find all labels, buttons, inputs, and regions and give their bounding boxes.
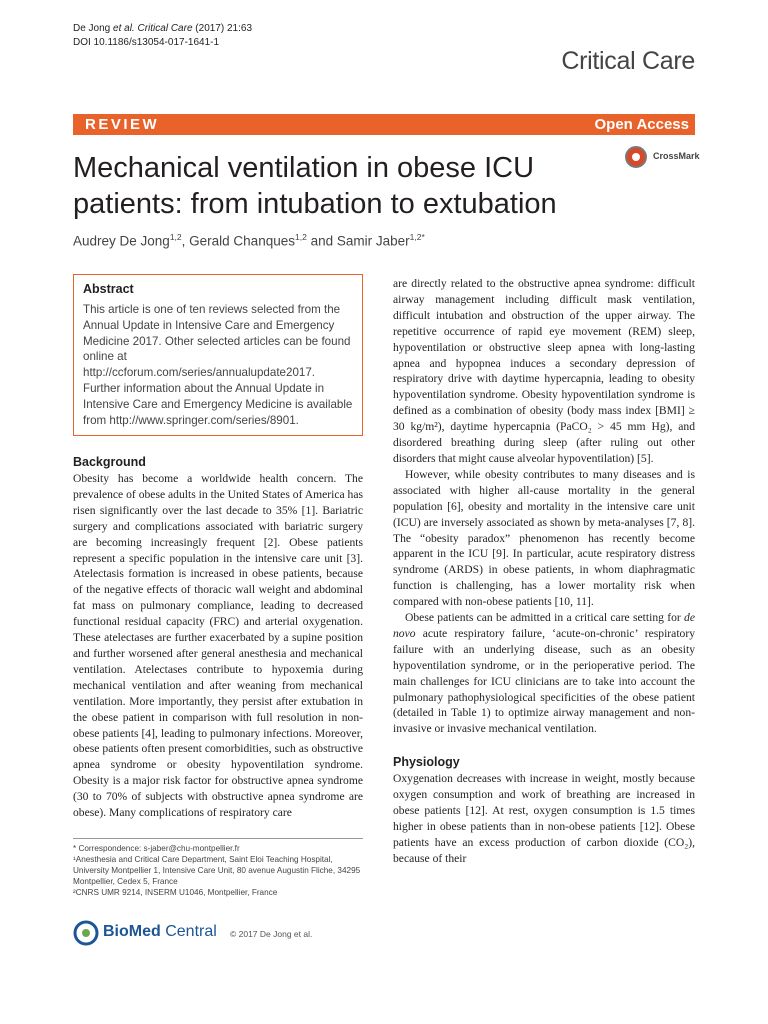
open-access-label: Open Access <box>594 116 689 133</box>
citation-header <box>73 22 252 49</box>
background-paragraph: Obesity has become a worldwide health concern. The prevalence of obese adults in the United States of America has risen significantly over the last decade to 35% [1]. Bariatric surgery and complications associated with bariatric surgery are becoming increasingly frequent [2]. Obese patients represent a specific population in the intensive care unit [3]. Atelectasis formation is increased in obese patients, because of the negative effects of thoracic wall weight and abdominal fat mass on pulmonary compliance, leading to decreased functional residual capacity (FRC) and arterial oxygenation. These atelectases are further exacerbated by a supine position and further worsened after general anesthesia and mechanical ventilation. Atelectases contribute to hypoxemia during mechanical ventilation and after weaning from mechanical ventilation. More importantly, they persist after extubation in the obese patient in comparison with full resolution in non-obese patients [4], leading to pulmonary infections. Moreover, obese patients often present comorbidities, such as obstructive apnea syndrome or obesity hypoventilation syndrome. Obesity is a major risk factor for obstructive apnea syndrome (30 to 70% of subjects with obstructive apnea syndrome are obese). Many complications of respiratory care <box>73 472 363 820</box>
copyright: © 2017 De Jong et al. <box>230 929 313 939</box>
author-affiliation: 1,2 <box>294 232 307 242</box>
physiology-paragraph: Oxygenation decreases with increase in weight, mostly because oxygen consumption and work of breathing are increased in obese patients [12]. At rest, oxygen consumption is 1.5 times higher in obese patients than in non-obese patients [12]. Obese patients have an excess production of carbon dioxide (CO₂), because of their <box>393 772 695 865</box>
title-line-1: Mechanical ventilation in obese ICU <box>73 152 535 184</box>
physiology-heading: Physiology <box>393 755 460 770</box>
author-affiliation: 1,2 <box>169 232 182 242</box>
left-column <box>73 455 363 821</box>
author-separator: , <box>181 233 190 249</box>
article-type-label: REVIEW <box>85 116 160 133</box>
publisher-footer <box>73 920 373 948</box>
abstract-text: This article is one of ten reviews selected from the Annual Update in Intensive Care and Emergency Medicine 2017. Other selected articles can be found online at http://ccforum.com/series/annualupdate2017. Further information about the Annual Update in Intensive Care and Emergency Medicine is available from http://www.springer.com/series/8901. <box>83 303 353 427</box>
body-paragraph: are directly related to the obstructive apnea syndrome: difficult airway management including difficult mask ventilation, difficult intubation and obstruction of the upper airway. The repetitive occurrence of rapid eye movement (REM) sleep, hypoventilation or obstructive sleep apnea with long-lasting apnea and hypopnea induces a secondary depression of respiratory drive with daytime hypercapnia, leading to obesity hypoventilation syndrome. Obesity hypoventilation syndrome is defined as a combination of obesity (body mass index [BMI] ≥ 30 kg/m²), daytime hypercapnia (PaCO₂ > 45 mm Hg), and disordered breathing during sleep (after ruling out other disorders that might cause alveolar hypoventilation) [5]. <box>393 277 695 465</box>
crossmark-badge[interactable] <box>625 146 705 170</box>
abstract-heading: Abstract <box>83 282 134 296</box>
article-type-band <box>73 114 695 135</box>
affiliation-1: ¹Anesthesia and Critical Care Department, Saint Eloi Teaching Hospital, University Montpellier 1, Intensive Care Unit, 80 avenue Augustin Fliche, 34295 Montpellier, Cedex 5, France <box>73 855 361 886</box>
affiliation-2: ²CNRS UMR 9214, INSERM U1046, Montpellier, France <box>73 888 278 897</box>
author-separator: and <box>306 233 337 249</box>
author-name[interactable]: Audrey De Jong <box>73 233 170 249</box>
right-column <box>393 276 695 867</box>
author-name[interactable]: Gerald Chanques <box>189 233 295 249</box>
author-list <box>73 232 425 249</box>
journal-name: Critical Care <box>561 47 695 75</box>
author-affiliation: 1,2* <box>409 232 425 242</box>
doi[interactable]: DOI 10.1186/s13054-017-1641-1 <box>73 36 220 48</box>
author-name[interactable]: Samir Jaber <box>336 233 410 249</box>
crossmark-icon <box>625 146 647 168</box>
crossmark-label: CrossMark <box>653 151 700 161</box>
footnotes <box>73 838 363 898</box>
body-paragraph: Obese patients can be admitted in a critical care setting for de novo acute respiratory failure, ‘acute-on-chronic’ respiratory failure with an underlying disease, such as an obesity hypoventilation syndrome, or in the perioperative period. The main challenges for ICU clinicians are to take into account the pulmonary pathophysiological specificities of the obese patient (detailed in Table 1) to optimize airway management and non-invasive or invasive mechanical ventilation. <box>393 611 695 736</box>
body-paragraph: However, while obesity contributes to many diseases and is associated with higher all-cause mortality in the general population [6], obesity and mortality in the intensive care unit (ICU) are inversely associated as shown by meta-analyses [7, 8]. The “obesity paradox” phenomenon has recently become apparent in the ICU [9]. In particular, acute respiratory distress syndrome (ARDS) in obese patients, in whom diaphragmatic function is challenging, has a lower mortality risk when compared with non-obese patients [10, 11]. <box>393 467 695 609</box>
article-title <box>73 150 633 222</box>
title-line-2: patients: from intubation to extubation <box>73 188 557 220</box>
correspondence[interactable]: * Correspondence: s-jaber@chu-montpellier.fr <box>73 844 240 853</box>
abstract-box <box>73 274 363 436</box>
biomed-central-logo-icon <box>73 920 99 946</box>
background-heading: Background <box>73 455 146 469</box>
publisher-name: BioMed Central <box>103 923 217 940</box>
citation-line: De Jong et al. Critical Care (2017) 21:63 <box>73 23 253 34</box>
